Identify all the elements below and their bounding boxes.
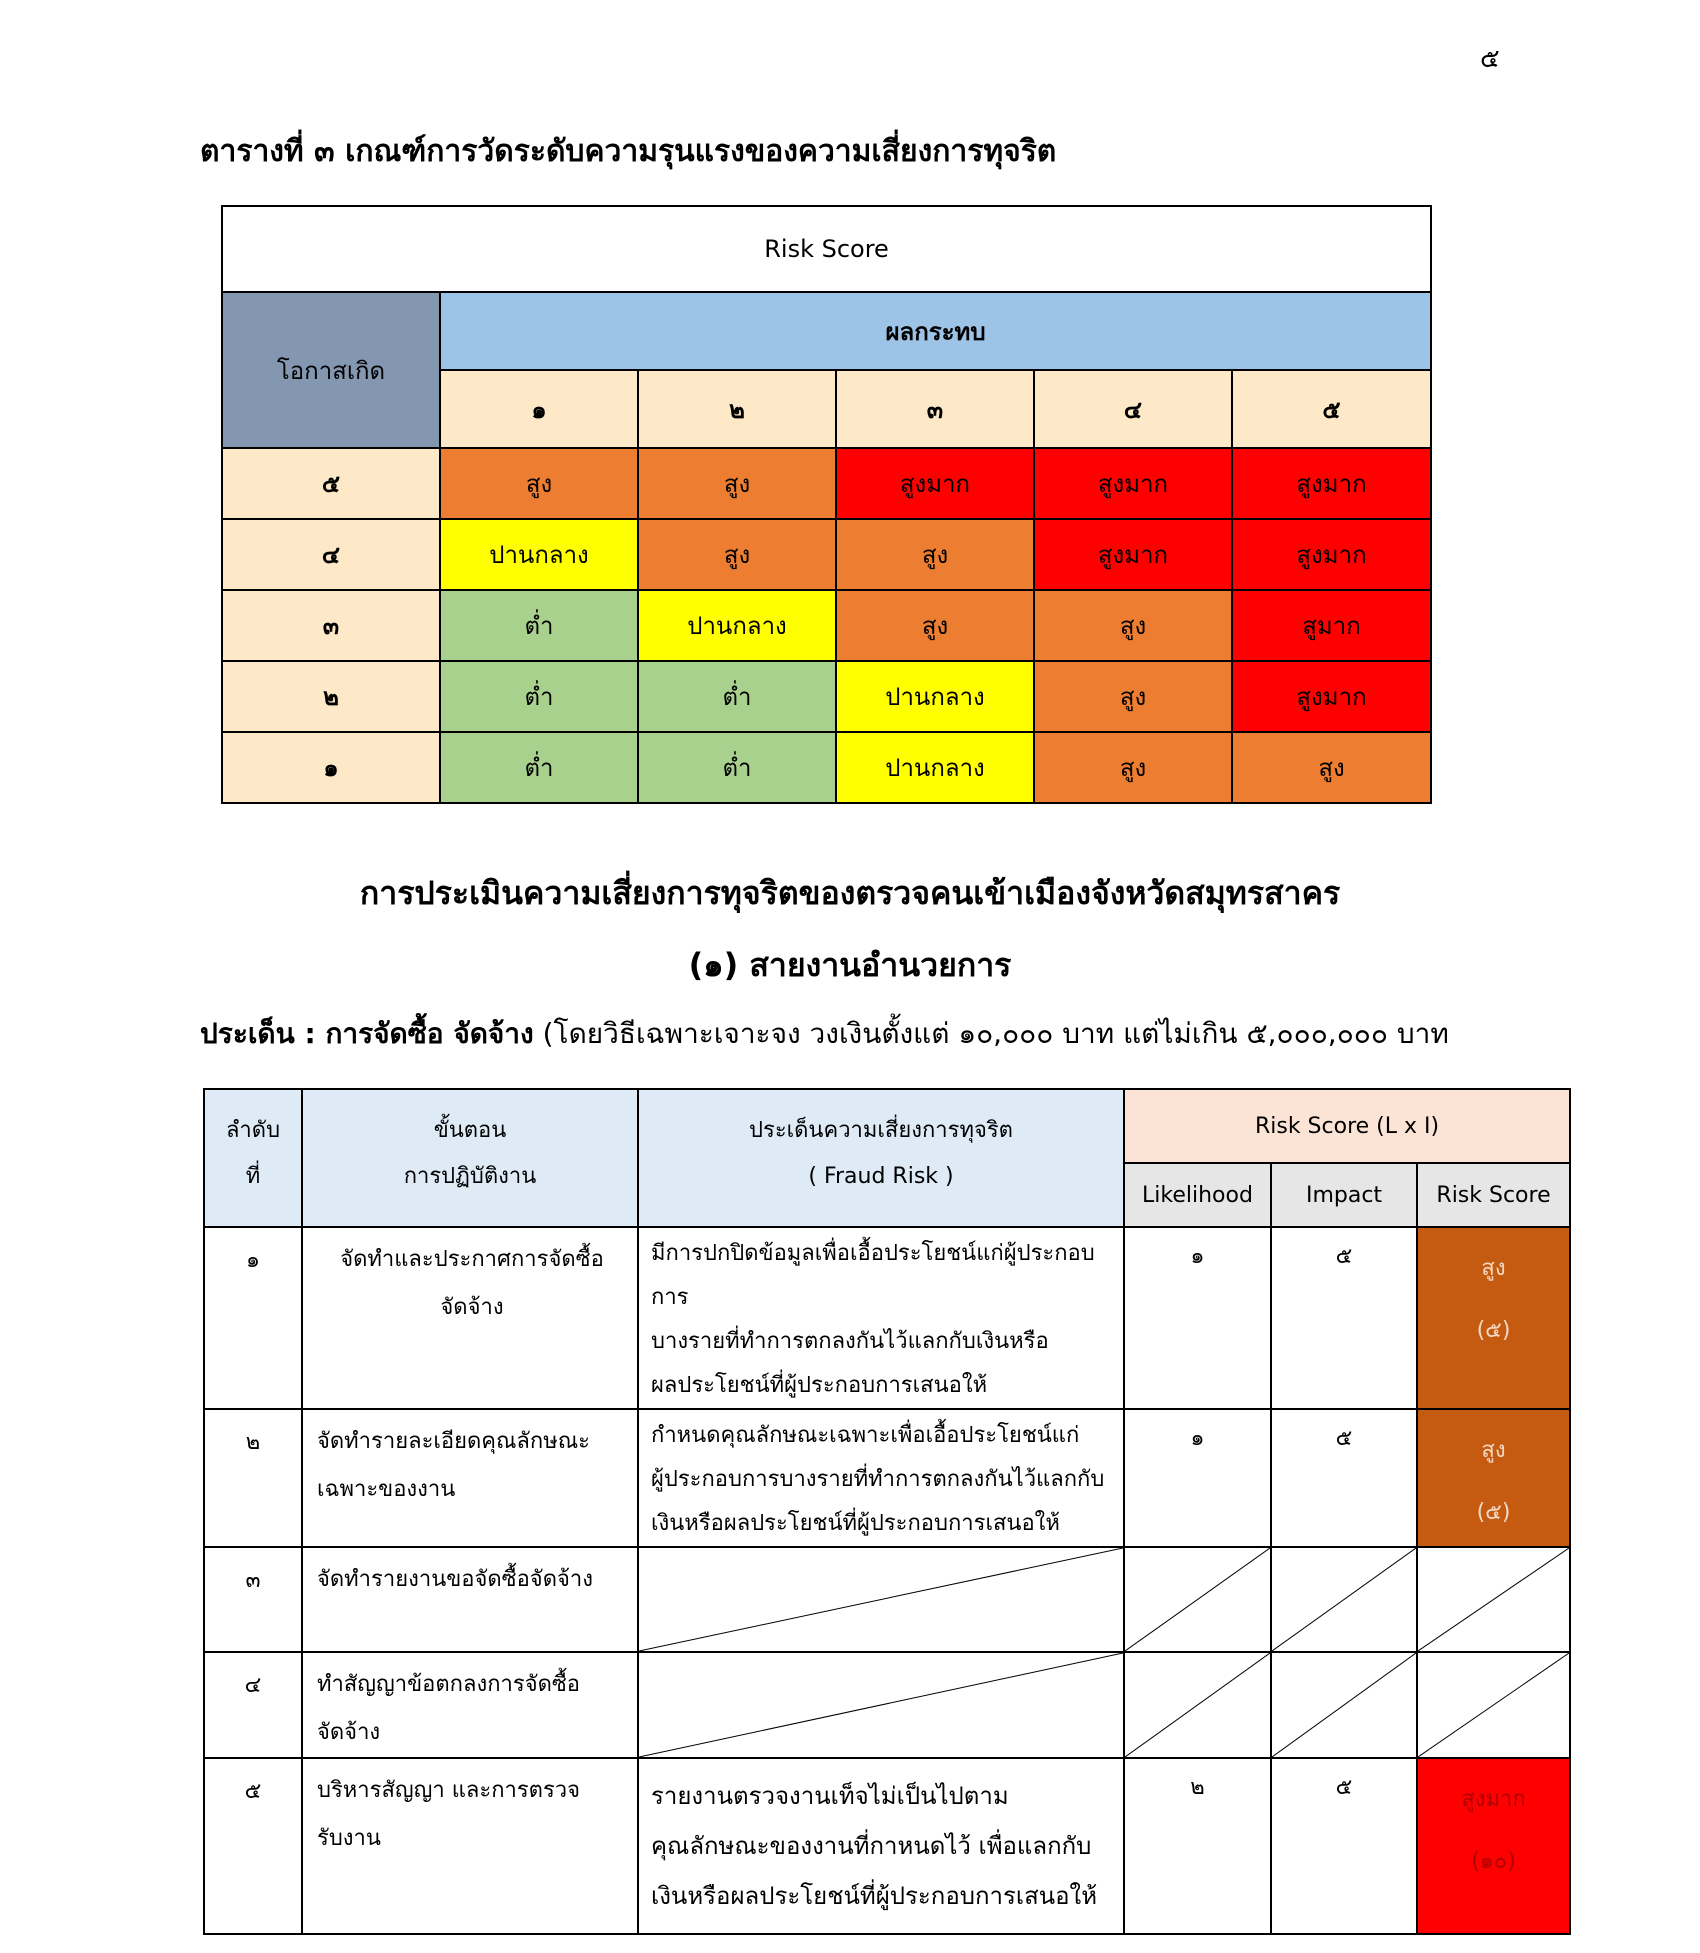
row-impact-empty xyxy=(1271,1652,1417,1758)
row-risk-score-empty xyxy=(1417,1652,1570,1758)
row-no: ๕ xyxy=(204,1758,302,1934)
matrix-cell: สูงมาก xyxy=(1232,661,1431,732)
impact-level: ๕ xyxy=(1232,370,1431,448)
row-step: จัดทำและประกาศการจัดซื้อ จัดจ้าง xyxy=(302,1227,638,1409)
header-impact: Impact xyxy=(1271,1163,1417,1227)
table-row xyxy=(204,1409,1570,1547)
matrix-row xyxy=(222,590,1431,661)
row-impact: ๕ xyxy=(1271,1758,1417,1934)
matrix-cell: ปานกลาง xyxy=(836,732,1034,803)
matrix-cell: ปานกลาง xyxy=(836,661,1034,732)
table-row xyxy=(204,1758,1570,1934)
matrix-row xyxy=(222,661,1431,732)
matrix-cell: สูงมาก xyxy=(1232,519,1431,590)
issue-label: ประเด็น : การจัดซื้อ จัดจ้าง xyxy=(200,1017,534,1050)
row-fraud-risk: มีการปกปิดข้อมูลเพื่อเอื้อประโยชน์แก่ผู้ประกอบการ บางรายที่ทำการตกลงกันไว้แลกกับเงินหรือ ผลประโยชน์ที่ผู้ประกอบการเสนอให้ xyxy=(638,1227,1124,1409)
matrix-row xyxy=(222,519,1431,590)
matrix-row xyxy=(222,732,1431,803)
impact-header: ผลกระทบ xyxy=(440,292,1431,370)
impact-level: ๑ xyxy=(440,370,638,448)
table-row xyxy=(204,1652,1570,1758)
assessment-title: การประเมินความเสี่ยงการทุจริตของตรวจคนเข้าเมืองจังหวัดสมุทรสาคร xyxy=(359,874,1341,912)
header-no: ลำดับ ที่ xyxy=(204,1089,302,1227)
matrix-cell: ต่ำ xyxy=(638,661,836,732)
table-row xyxy=(204,1547,1570,1652)
matrix-cell: ต่ำ xyxy=(440,732,638,803)
division-title: (๑) สายงานอำนวยการ xyxy=(688,946,1012,984)
matrix-cell: สูง xyxy=(638,448,836,519)
row-no: ๑ xyxy=(204,1227,302,1409)
matrix-cell: สูงมาก xyxy=(1034,448,1232,519)
page-number: ๕ xyxy=(1480,44,1500,74)
row-impact: ๕ xyxy=(1271,1409,1417,1547)
header-fraud-risk: ประเด็นความเสี่ยงการทุจริต ( Fraud Risk ) xyxy=(638,1089,1124,1227)
row-step: จัดทำรายงานขอจัดซื้อจัดจ้าง xyxy=(302,1547,638,1652)
matrix-cell: สูงมาก xyxy=(1232,448,1431,519)
row-step: ทำสัญญาข้อตกลงการจัดซื้อ จัดจ้าง xyxy=(302,1652,638,1758)
diagonal-strike xyxy=(1418,1653,1569,1757)
matrix-row xyxy=(222,448,1431,519)
header-risk-score: Risk Score xyxy=(1417,1163,1570,1227)
matrix-cell: สูง xyxy=(1232,732,1431,803)
likelihood-level: ๑ xyxy=(222,732,440,803)
likelihood-header: โอกาสเกิด xyxy=(222,292,440,448)
matrix-cell: สูง xyxy=(1034,590,1232,661)
header-likelihood: Likelihood xyxy=(1124,1163,1271,1227)
risk-assessment-table xyxy=(203,1088,1571,1935)
matrix-cell: สูง xyxy=(836,519,1034,590)
row-risk-score: สูง (๕) xyxy=(1417,1227,1570,1409)
diagonal-strike xyxy=(1272,1548,1416,1651)
header-step: ขั้นตอน การปฏิบัติงาน xyxy=(302,1089,638,1227)
issue-line xyxy=(200,1012,1449,1056)
matrix-cell: สูง xyxy=(638,519,836,590)
matrix-cell: สูง xyxy=(440,448,638,519)
diagonal-strike xyxy=(1125,1653,1270,1757)
row-risk-score-empty xyxy=(1417,1547,1570,1652)
diagonal-strike xyxy=(1418,1548,1569,1651)
diagonal-strike xyxy=(639,1653,1123,1757)
row-step: บริหารสัญญา และการตรวจ รับงาน xyxy=(302,1758,638,1934)
row-step: จัดทำรายละเอียดคุณลักษณะ เฉพาะของงาน xyxy=(302,1409,638,1547)
table-row xyxy=(204,1227,1570,1409)
row-fraud-risk: กำหนดคุณลักษณะเฉพาะเพื่อเอื้อประโยชน์แก่ ผู้ประกอบการบางรายที่ทำการตกลงกันไว้แลกกับ เงินหรือผลประโยชน์ที่ผู้ประกอบการเสนอให้ xyxy=(638,1409,1124,1547)
impact-level: ๒ xyxy=(638,370,836,448)
matrix-cell: ต่ำ xyxy=(440,590,638,661)
row-risk-score: สูงมาก (๑๐) xyxy=(1417,1758,1570,1934)
row-no: ๔ xyxy=(204,1652,302,1758)
diagonal-strike xyxy=(639,1548,1123,1651)
matrix-cell: ปานกลาง xyxy=(638,590,836,661)
row-likelihood: ๑ xyxy=(1124,1227,1271,1409)
matrix-cell: ต่ำ xyxy=(638,732,836,803)
row-fraud-risk-empty xyxy=(638,1652,1124,1758)
matrix-cell: สูง xyxy=(836,590,1034,661)
matrix-cell: สูง xyxy=(1034,661,1232,732)
row-fraud-risk-empty xyxy=(638,1547,1124,1652)
issue-detail: (โดยวิธีเฉพาะเจาะจง วงเงินตั้งแต่ ๑๐,๐๐๐ บาท แต่ไม่เกิน ๕,๐๐๐,๐๐๐ บาท xyxy=(542,1017,1449,1050)
matrix-cell: ปานกลาง xyxy=(440,519,638,590)
row-likelihood: ๒ xyxy=(1124,1758,1271,1934)
impact-level: ๓ xyxy=(836,370,1034,448)
row-likelihood-empty xyxy=(1124,1652,1271,1758)
matrix-cell: ต่ำ xyxy=(440,661,638,732)
matrix-title: Risk Score xyxy=(222,206,1431,292)
row-impact-empty xyxy=(1271,1547,1417,1652)
row-no: ๓ xyxy=(204,1547,302,1652)
diagonal-strike xyxy=(1125,1548,1270,1651)
header-risk-score-lxi: Risk Score (L x I) xyxy=(1124,1089,1570,1163)
row-no: ๒ xyxy=(204,1409,302,1547)
row-risk-score: สูง (๕) xyxy=(1417,1409,1570,1547)
likelihood-level: ๓ xyxy=(222,590,440,661)
row-likelihood: ๑ xyxy=(1124,1409,1271,1547)
matrix-cell: สูงมาก xyxy=(836,448,1034,519)
impact-level: ๔ xyxy=(1034,370,1232,448)
likelihood-level: ๒ xyxy=(222,661,440,732)
matrix-cell: สูง xyxy=(1034,732,1232,803)
table-caption: ตารางที่ ๓ เกณฑ์การวัดระดับความรุนแรงของความเสี่ยงการทุจริต xyxy=(200,134,1057,169)
likelihood-level: ๔ xyxy=(222,519,440,590)
row-fraud-risk: รายงานตรวจงานเท็จไม่เป็นไปตาม คุณลักษณะของงานที่กาหนดไว้ เพื่อแลกกับ เงินหรือผลประโยชน์ที่ผู้ประกอบการเสนอให้ xyxy=(638,1758,1124,1934)
diagonal-strike xyxy=(1272,1653,1416,1757)
risk-matrix-table xyxy=(221,205,1432,804)
likelihood-level: ๕ xyxy=(222,448,440,519)
matrix-cell: สูมาก xyxy=(1232,590,1431,661)
matrix-cell: สูงมาก xyxy=(1034,519,1232,590)
row-impact: ๕ xyxy=(1271,1227,1417,1409)
row-likelihood-empty xyxy=(1124,1547,1271,1652)
